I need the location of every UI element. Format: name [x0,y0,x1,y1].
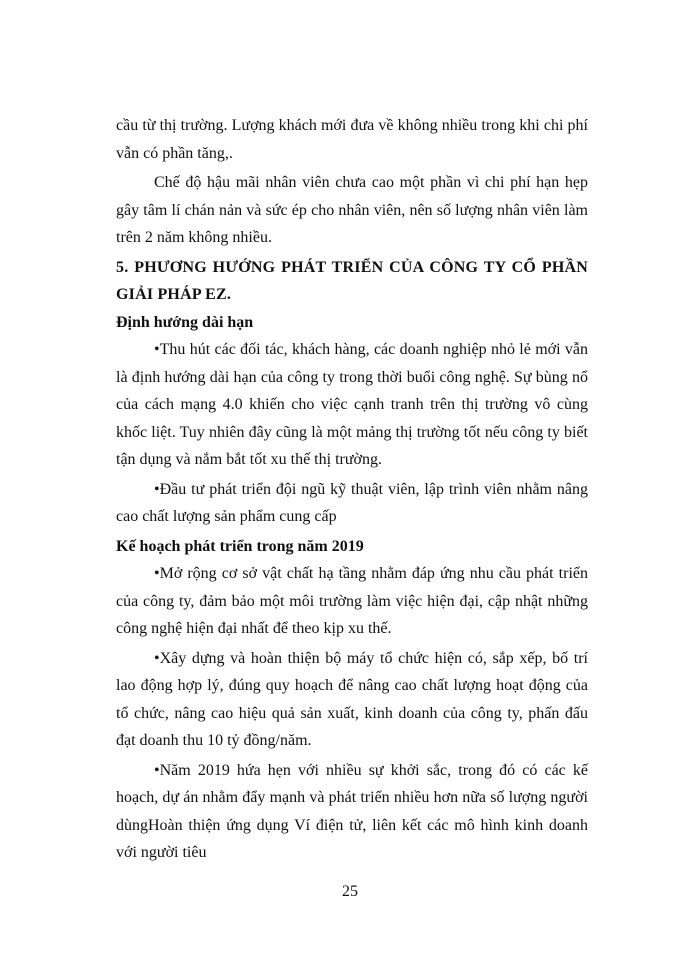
subheading-long-term: Định hướng dài hạn [116,313,254,331]
page-content [116,112,588,867]
page-number: 25 [342,883,358,900]
paragraph-continuation: cầu từ thị trường. Lượng khách mới đưa về không nhiều trong khi chi phí vẫn có phần tăng,. [116,117,588,162]
paragraph-after-sales: Chế độ hậu mãi nhân viên chưa cao một phần vì chi phí hạn hẹp gây tâm lí chán nản và sức ép cho nhân viên, nên số lượng nhân viên làm trên 2 năm không nhiều. [116,174,588,246]
long-term-bullet-2: •Đầu tư phát triển đội ngũ kỹ thuật viên, lập trình viên nhằm nâng cao chất lượng sản phẩm cung cấp [116,480,588,525]
subheading-plan-2019: Kế hoạch phát triển trong năm 2019 [116,537,364,555]
long-term-bullet-1: •Thu hút các đối tác, khách hàng, các doanh nghiệp nhỏ lẻ mới vẫn là định hướng dài hạn của công ty trong thời buổi công nghệ. Sự bùng nổ của cách mạng 4.0 khiến cho việc cạnh tranh trên thị trường vô cùng khốc liệt. Tuy nhiên đây cũng là một mảng thị trường tốt nếu công ty biết tận dụng và nắm bắt tốt xu thế thị trường. [116,341,588,468]
plan-2019-bullet-1: •Mở rộng cơ sở vật chất hạ tầng nhằm đáp ứng nhu cầu phát triển của công ty, đảm bảo một môi trường làm việc hiện đại, cập nhật những công nghệ hiện đại nhất để theo kịp xu thế. [116,565,588,637]
plan-2019-bullet-2: •Xây dựng và hoàn thiện bộ máy tổ chức hiện có, sắp xếp, bố trí lao động hợp lý, đúng quy hoạch để nâng cao chất lượng hoạt động của tổ chức, nâng cao hiệu quả sản xuất, kinh doanh của công ty, phấn đấu đạt doanh thu 10 tỷ đồng/năm. [116,649,588,749]
section-heading: 5. PHƯƠNG HƯỚNG PHÁT TRIỂN CỦA CÔNG TY CỔ PHẦN GIẢI PHÁP EZ. [116,258,588,303]
plan-2019-bullet-3: •Năm 2019 hứa hẹn với nhiều sự khởi sắc, trong đó có các kế hoạch, dự án nhằm đẩy mạnh và phát triển nhiều hơn nữa số lượng người dùngHoàn thiện ứng dụng Ví điện tử, liên kết các mô hình kinh doanh với người tiêu [116,761,588,861]
